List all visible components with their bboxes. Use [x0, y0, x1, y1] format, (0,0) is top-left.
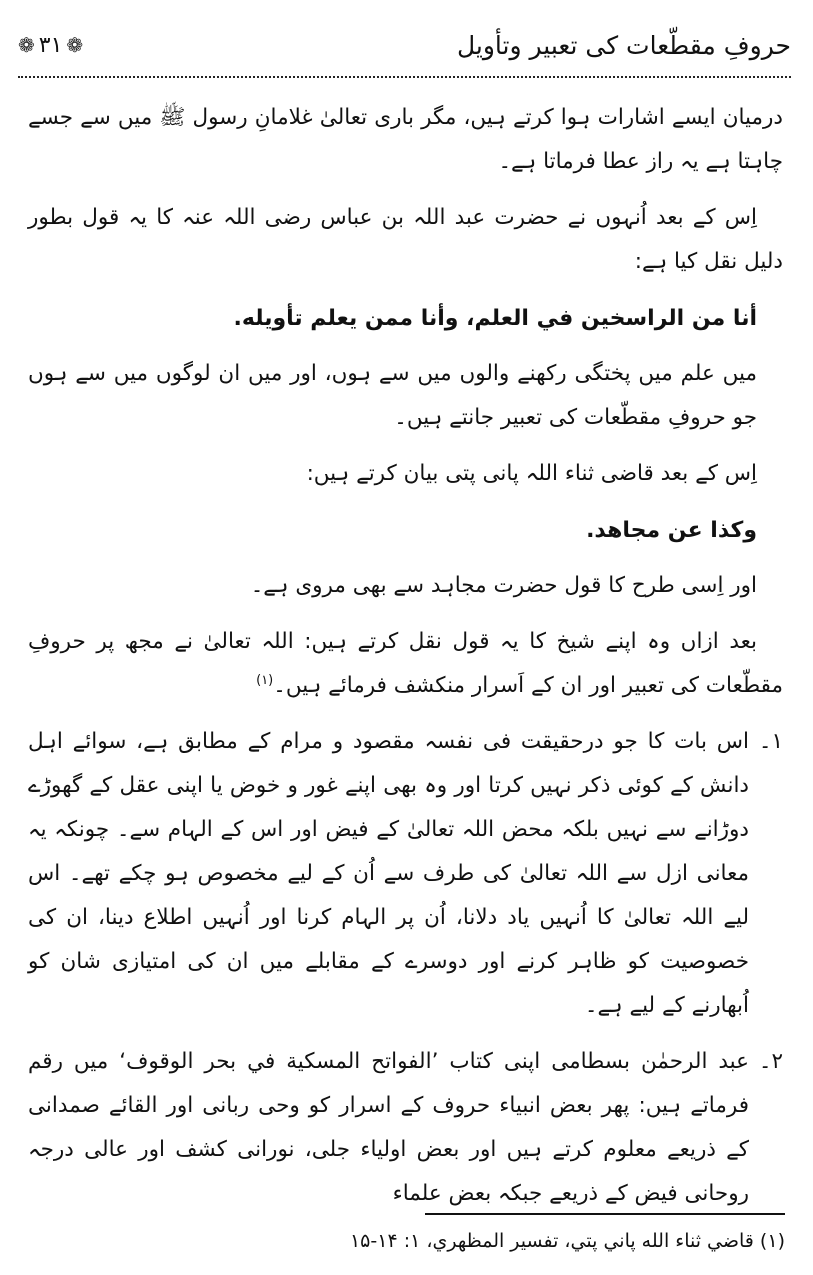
translation-ibn-abbas: میں علم میں پختگی رکھنے والوں میں سے ہوں، اور میں ان لوگوں میں سے ہوں جو حروفِ مقطّعات کی تعبیر جانتے ہیں۔: [28, 361, 757, 430]
translation-mujahid: اور اِسی طرح کا قول حضرت مجاہد سے بھی مروی ہے۔: [250, 573, 757, 598]
numbered-note-1: [28, 720, 783, 1040]
header-dotted-rule: [18, 76, 791, 78]
page-number-box: [18, 33, 83, 58]
footnote: (۱) قاضي ثناء الله پاني پتي، تفسير المظهري، ۱: ۱۴-۱۵: [349, 1230, 785, 1252]
footnote-marker: (۱): [256, 672, 274, 688]
paragraph-qadi-intro: اِس کے بعد قاضی ثناء اللہ پانی پتی بیان کرتے ہیں:: [306, 461, 757, 486]
page-number: ۳۱: [38, 32, 63, 58]
page-header: [18, 22, 791, 68]
ornament-right-icon: ❁: [66, 33, 84, 57]
note-number: ۲۔: [758, 1049, 783, 1074]
note-number: ۱۔: [758, 729, 783, 754]
page-body: [28, 96, 783, 1228]
running-title: حروفِ مقطّعات کی تعبیر وتأویل: [456, 30, 791, 60]
paragraph-continuation: درمیان ایسے اشارات ہوا کرتے ہیں، مگر باری تعالیٰ غلامانِ رسول ﷺ میں سے جسے چاہتا ہے یہ راز عطا فرماتا ہے۔: [28, 105, 783, 174]
paragraph-shaykh-quote: [28, 620, 783, 708]
note-text: اس بات کا جو درحقیقت فی نفسہ مقصود و مرام کے مطابق ہے، سوائے اہل دانش کے کوئی ذکر نہیں کرتا اور وہ بھی اپنے غور و خوض یا اپنی عقل کے گھوڑے دوڑانے سے نہیں بلکہ محض اللہ تعالیٰ کے فیض اور اس کے الہام سے۔ چونکہ یہ معانی ازل سے اللہ تعالیٰ کی طرف سے اُن کے لیے مخصوص ہو چکے تھے۔ اس لیے اللہ تعالیٰ کا اُنہیں یاد دلانا، اُن پر الہام کرنا اور اُنہیں اطلاع دینا، ان کی خصوصیت کو ظاہر کرنے اور دوسرے کے مقابلے میں ان کی امتیازی شان کو اُبھارنے کے لیے ہے۔: [28, 729, 749, 1018]
arabic-quote-ibn-abbas: أنا من الراسخين في العلم، وأنا ممن يعلم تأويله.: [233, 306, 757, 331]
numbered-note-2: [28, 1040, 783, 1228]
paragraph-shaykh-text: بعد ازاں وہ اپنے شیخ کا یہ قول نقل کرتے ہیں: اللہ تعالیٰ نے مجھ پر حروفِ مقطّعات کی تعبیر اور ان کے اَسرار منکشف فرمائے ہیں۔: [28, 629, 783, 698]
ornament-left-icon: ❁: [18, 33, 35, 57]
note-text: عبد الرحمٰن بسطامی اپنی کتاب ’الفواتح المسكية في بحر الوقوف‘ میں رقم فرماتے ہیں: پھر بعض انبیاء حروف کے اسرار کو وحی ربانی اور القائے صمدانی کے ذریعے معلوم کرتے ہیں اور بعض اولیاء جلی، نورانی کشف اور عالی درجہ روحانی فیض کے ذریعے جبکہ بعض علماء: [28, 1049, 749, 1206]
arabic-quote-mujahid: وكذا عن مجاهد.: [586, 518, 757, 543]
paragraph-ibn-abbas-intro: اِس کے بعد اُنہوں نے حضرت عبد اللہ بن عباس رضی اللہ عنہ کا یہ قول بطور دلیل نقل کیا ہے:: [28, 205, 783, 274]
footnote-rule: [425, 1213, 785, 1215]
